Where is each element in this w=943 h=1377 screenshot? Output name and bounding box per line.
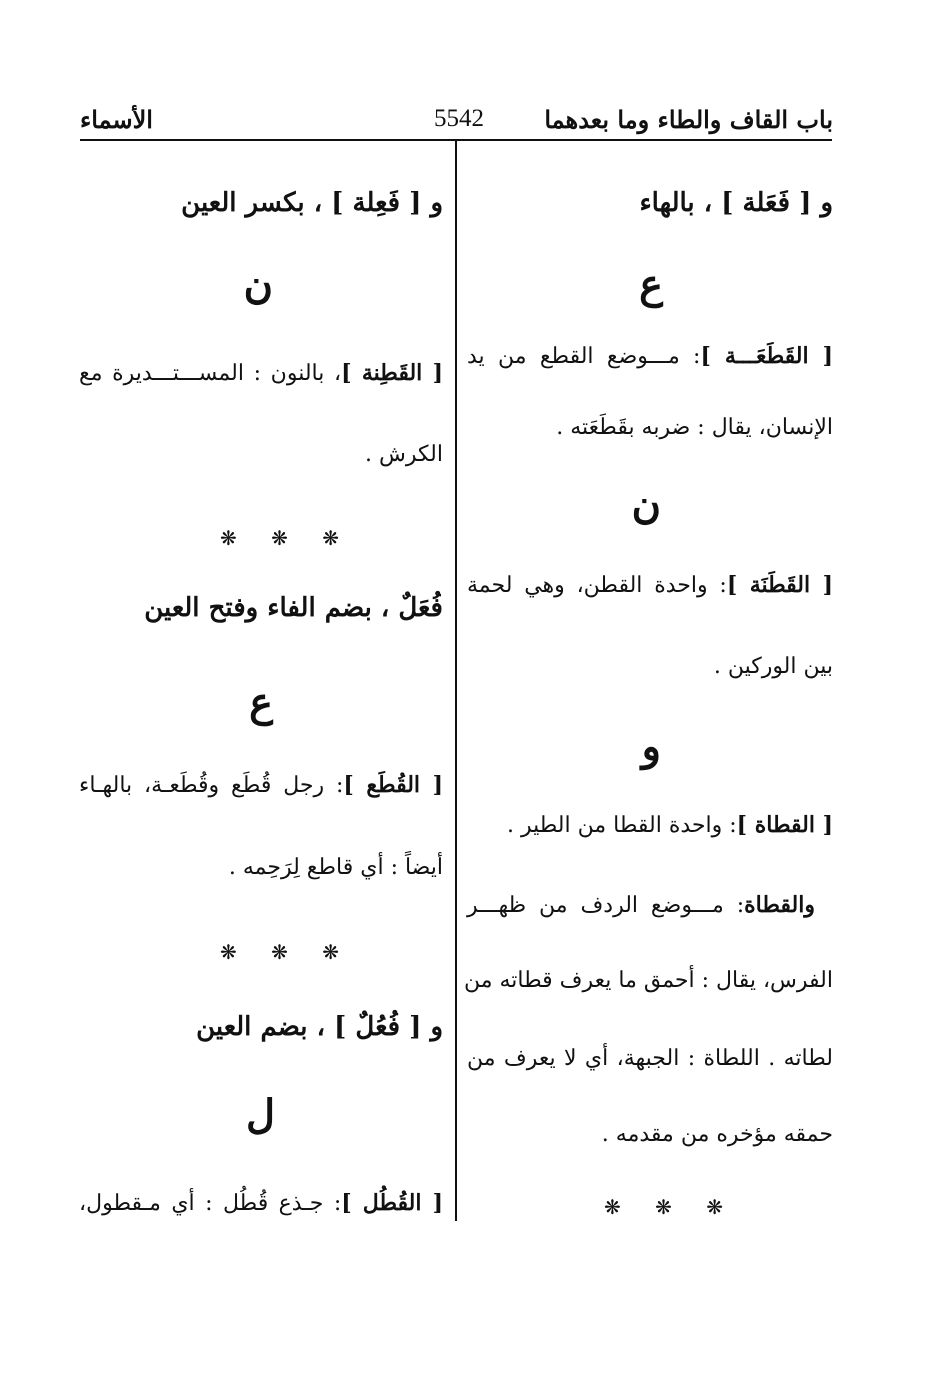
headword: [ القُطَع ] (343, 772, 443, 798)
headword: [ القُطُل ] (341, 1190, 443, 1216)
entry-qataat-2-line4: حمقه مؤخره من مقدمه . (601, 1122, 833, 1147)
entry-qutaa-line2: أيضاً : أي قاطع لِرَحِمه . (228, 855, 443, 880)
entry-qatina: [ القَطِنة ]، بالنون : المســـتـــديرة مع (79, 360, 444, 386)
entry-qutul: [ القُطُل ]: جـذع قُطُل : أي مـقطول، (79, 1190, 443, 1216)
entry-qataat-2-line3: لطاته . اللطاة : الجبهة، أي لا يعرف من (467, 1046, 833, 1071)
entry-qatana: [ القَطَنَة ]: واحدة القطن، وهي لحمة (467, 572, 833, 598)
entry-qatana-line2: بين الوركين . (713, 654, 833, 679)
right-letter-noon: ن (631, 481, 661, 528)
left-heading-faila: و [ فَعِلة ] ، بكسر العين (181, 188, 443, 218)
entry-qutaa: [ القُطَع ]: رجل قُطَع وقُطَعـة، بالهـاء (79, 772, 443, 798)
entry-qataat-2-line2: الفرس، يقال : أحمق ما يعرف قطاته من (463, 968, 833, 993)
section-title: الأسماء (80, 105, 153, 134)
entry-qataat: [ القطاة ]: واحدة القطا من الطير . (506, 812, 833, 838)
left-heading-fuaal: فُعَلٌ ، بضم الفاء وفتح العين (144, 593, 443, 623)
left-letter-ain: ع (249, 679, 273, 726)
headword: [ القطاة ] (736, 812, 833, 838)
entry-qataa-line2: الإنسان، يقال : ضربه بقَطَعَته . (556, 415, 833, 440)
headword: [ القَطَنَة ] (726, 572, 833, 598)
right-letter-waw: و (641, 723, 661, 770)
page-number: 5542 (434, 105, 484, 132)
headword: والقطاة (744, 892, 815, 918)
left-letter-lam: ل (245, 1091, 275, 1138)
right-heading-faala: و [ فَعَلة ] ، بالهاء (639, 188, 833, 218)
right-letter-ain: ع (639, 261, 663, 308)
chapter-title: باب القاف والطاء وما بعدهما (544, 105, 833, 134)
entry-qatina-line2: الكرش . (365, 442, 443, 467)
column-divider (455, 141, 457, 1221)
separator-stars: ❋ ❋ ❋ (220, 526, 353, 550)
left-heading-fuul: و [ فُعُلٌ ] ، بضم العين (196, 1012, 443, 1042)
separator-stars: ❋ ❋ ❋ (220, 940, 353, 964)
separator-stars: ❋ ❋ ❋ (604, 1195, 737, 1219)
headword: [ القَطِنة ] (341, 360, 444, 386)
headword: [ القَطَعَـــة ] (700, 343, 833, 369)
entry-qataa: [ القَطَعَـــة ]: مـــوضع القطع من يد (467, 343, 833, 369)
left-letter-noon: ن (243, 261, 273, 308)
entry-qataat-2: والقطاة: مـــوضع الردف من ظهـــر (467, 892, 815, 918)
